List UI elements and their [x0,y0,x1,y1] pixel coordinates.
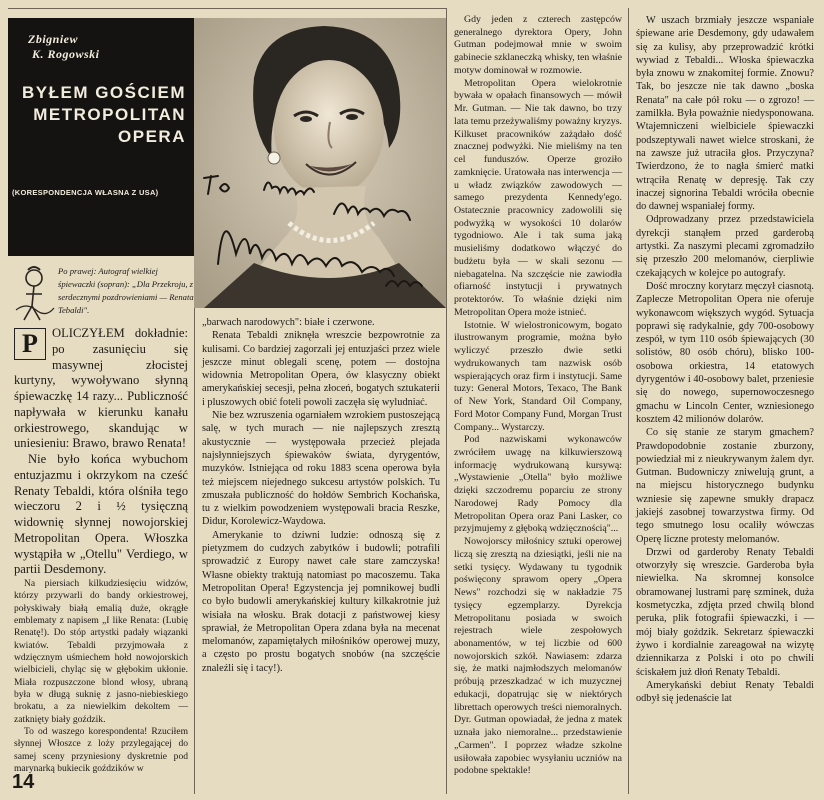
top-rule [8,8,446,9]
paragraph: W uszach brzmiały jeszcze wspaniałe śpiewane arie Desdemony, gdy udawałem się za kulisy, aby przeprowadzić krótki wywiad z Tebaldi... Włoska śpiewaczka była znowu w znakomitej formie. Znowu? Tak, bo jeszcze nie tak dawno „boska Renata" na całe pół roku — o zgrozo! — zamilkła. Była poważnie niedysponowana. Wtajemniczeni wielbiciele śpiewaczki podszeptywali nawet wielce stroskani, że na zawsze już utraciła głos. Przyczyna? Twierdzono, że to nagła śmierć matki wtrąciła Renatę w depresję. Tak czy inaczej signorina Tebaldi wróciła obecnie do dawnej wspaniałej formy. [636,15,814,213]
paragraph: Nowojorscy miłośnicy sztuki operowej liczą się zresztą na dziesiątki, jeśli nie na setki tysięcy. Wydawany tu tygodnik poświęcony sprawom opery „Opera News" rozchodzi się w nakładzie 75 tysięcy egzemplarzy. Dyrekcja Metropolitanu posiada w swoich rejestrach wiele zespołowych abonamentów, w tej liczbie od 600 nowojorskich szkół. Nawiasem: zdarza się, że matki najmłodszych melomanów próbują przeszkadzać w ich muzycznej edukacji, dopatrując się w niektórych librettach operowych treści niemoralnych. Dyr. Gutman opowiadał, że jedna z matek uznała jako niemoralne... przedstawienie „Carmen". I poprzez władze szkolne usiłowała zapobiec wysyłaniu uczniów na podobne spektakle! [454,536,622,777]
paragraph: „barwach narodowych": białe i czerwone. [202,317,375,328]
column-rule [628,8,629,794]
column-rule [446,8,447,794]
paragraph: To od waszego korespondenta! Rzuciłem słynnej Włoszce z loży przylegającej do samej sceny przyniesiony dyskretnie pod marynarką bukiecik goździków w [14,726,188,775]
paragraph: Metropolitan Opera wielokrotnie bywała w opałach finansowych — mówił Mr. Gutman. — Nie tak dawno, bo trzy lata temu przeżywaliśmy poważny kryzys. Kilkuset pracowników zażądało dość znacznej podwyżki. Nie mieliśmy na ten cel funduszów. Operze groziło zamknięcie. Uratowała nas interwencja — u władz związków zawodowych — samego prezydenta Kennedy'ego. Ostatecznie pracownicy zadowolili się podwyżką w wysokości 10 dolarów tygodniowo. Ale i tak suma jaką musieliśmy dodatkowo włączyć do budżetu była — w skali sezonu — niebagatelna. Na szczęście nie zawiodła ofiarność instytucji i prywatnych protektorów. To właśnie dzięki nim Metropolitan Opera może istnieć. [454,77,622,318]
paragraph: Renata Tebaldi zniknęła wreszcie bezpowrotnie za kulisami. Co bardziej zagorzali jej entuzjaści przez wiele jeszcze minut oblegali scenę, potem — dostojna widownia Metropolitan Opera, ów klasyczny obiekt amerykańskiej secesji, pełna złoceń, bogatych sztukaterii i pluszowych obić foteli powoli zaczęła się wyludniać. [202,330,440,408]
paragraph: Dość mroczny korytarz męczył ciasnotą. Zaplecze Metropolitan Opera nie oferuje wykonawcom większych wygód. Sytuacja poprawi się radykalnie, gdy 700-osobowy zespół, w tym 110 osób śpiewających (30 solistów, 80 osób chóru), blisko 100-osobowa orkiestra, 14 etatowych dyrygentów i 40-osobowy balet, przeniesie się do nowego, supernowoczesnego gmachu w Lincoln Center, wzniesionego kosztem 42 milionów dolarów. [636,280,814,425]
text-column-2 [202,316,440,675]
column-rule [194,308,195,794]
portrait-photo [194,18,446,308]
caption-text: Po prawej: Autograf wielkiej śpiewaczki (sopran): „Dla Przekroju, z serdecznymi pozdrowieniami — Renata Tebaldi". [58,266,194,315]
article-title: BYŁEM GOŚCIEM METROPOLITAN OPERA [21,83,186,146]
lead-paragraph: P OLICZYŁEM dokładnie: po zasunięciu się masywnej złocistej kurtyny, wywoływano słynną śpiewaczkę 14 razy... Publiczność napływała w kierunku kanału orkiestrowego, skandując w uniesieniu: Brawo, brawo Renata! Nie było końca wybuchom entuzjazmu i okrzykom na cześć Renaty Tebaldi, która olśniła tego wieczoru 2 i ½ tysięczną widownię słynnej nowojorskiej Metropolitan Opera. Włoszka wystąpiła w „Otellu" Verdiego, w partii Desdemony. [14,326,188,577]
paragraph: Istotnie. W wielostronicowym, bogato ilustrowanym programie, można było wyliczyć przeszło dwie setki wydrukowanych tam nazwisk osób wspierających oraz firm i instytucji. Same tuzy: General Motors, Texaco, The Bank of New York, Standard Oil Company, Ford Motor Company Fund, Morgan Trust Company... Wystarczy. [454,319,622,433]
portrait-image [194,18,446,308]
paragraph: Nie bez wzruszenia ogarniałem wzrokiem pustoszejącą salę, w tych murach — nie najlepszych zresztą akustycznie — występowała przecież plejada najsłynniejszych śpiewaków świata, dyrygentów, muzyków. Istniejąca od roku 1883 scena operowa była też miejscem niejednego sukcesu artystów polskich. Tu zmuszała publiczność do hołdów Sembrich Kochańska, tu z wielkim powodzeniem występowali bracia Reszke, Didur, Korolewicz-Waydowa. [202,410,440,528]
paragraph: Drzwi od garderoby Renaty Tebaldi otworzyły się wreszcie. Garderoba była niewielka. Na skromnej konsolce obramowanej lustrami parę szminek, duża kosmetyczka, zdjęta przed chwilą blond peruka, plik fotografii śpiewaczki, i — mój biały goździk. Sekretarz śpiewaczki żywo i kordialnie zareagował na wizytę dziennikarza z Polski i oto po chwili ściskałem już dłoń Renaty Tebaldi. [636,546,814,678]
drop-cap: P [14,328,46,360]
text-column-4 [636,14,814,705]
mascot-icon [12,264,56,324]
photo-caption [8,262,194,324]
article-subtitle: (KORESPONDENCJA WŁASNA Z USA) [12,188,159,197]
text-column-3 [454,14,622,778]
paragraph: Odprowadzany przez przedstawiciela dyrekcji stanąłem przed garderobą artystki. Za naszymi plecami zgromadziło się przeszło 200 melomanów, cierpliwie czekających w kolejce po autografy. [636,214,814,279]
paragraph: Pod nazwiskami wykonawców zwróciłem uwagę na kilkuwierszową informację wydrukowaną kursywą: „Wystawienie „Otella" było możliwe dzięki szczodremu poparciu ze strony Narodowej Rady Pomocy dla Metropolitan Opera oraz Pani Lasker, co przyjmujemy z głęboką wdzięcznością"... [454,434,622,535]
page-number: 14 [12,771,35,793]
paragraph: Na piersiach kilkudziesięciu widzów, którzy przywarli do bandy orkiestrowej, połyskiwały białą emalią duże, okrągłe emblematy z napisem „I like Renata: (Lubię Renatę!). Do stóp artystki padały wiązanki kwiatów. Tebaldi przyjmowała z wdzięcznym uśmiechem hołd nowojorskich wielbicieli, chyląc się w głębokim ukłonie. Miała rozpuszczone blond włosy, ubraną była w długą suknię z jasno-niebieskiego brokatu, a za niewielkim dekoltem — zatknięty biały goździk. [14,578,188,725]
paragraph: Co się stanie ze starym gmachem? Prawdopodobnie zostanie zburzony, powiedział mi z nieukrywanym żalem dyr. Gutman. Budowniczy zniwelują grunt, a na miejscu historycznego budynku wzniesie się zapewne smukły drapacz jakiejś zasobnej towarzystwa firmy. Od tego smutnego losu ocaliły wówczas Operę liczne protesty melomanów. [636,427,814,545]
author-name: Zbigniew K. Rogowski [28,32,100,61]
paragraph: Amerykanie to dziwni ludzie: odnoszą się z pietyzmem do cudzych zabytków i budowli; potrafili sprowadzić z Europy nawet całe stare zamczyska! Własne obiekty traktują natomiast po macoszemu. Taka Metropolitan Opera! Egzystencja jej pomnikowej budli co było budowli amerykańskiej kultury kilkakrotnie już wisiała na włosku. Brak dotacji z państwowej kiesy sprawiał, że Metropolitan Opera zdana była na mecenat melomanów, zapamiętałych miłośników operowej muzy, a często po prostu bogatych snobów (na szczęście znaleźli się i tacy!). [202,529,440,674]
article-header [8,18,194,256]
paragraph: Gdy jeden z czterech zastępców generalnego dyrektora Opery, John Gutman podejmował mnie w swoim gabinecie szklaneczką whisky, ten właśnie motyw dominował w rozmowie. [454,14,622,76]
text-column-1 [14,326,188,776]
paragraph: Amerykański debiut Renaty Tebaldi odbył się jedenaście lat [636,679,814,705]
